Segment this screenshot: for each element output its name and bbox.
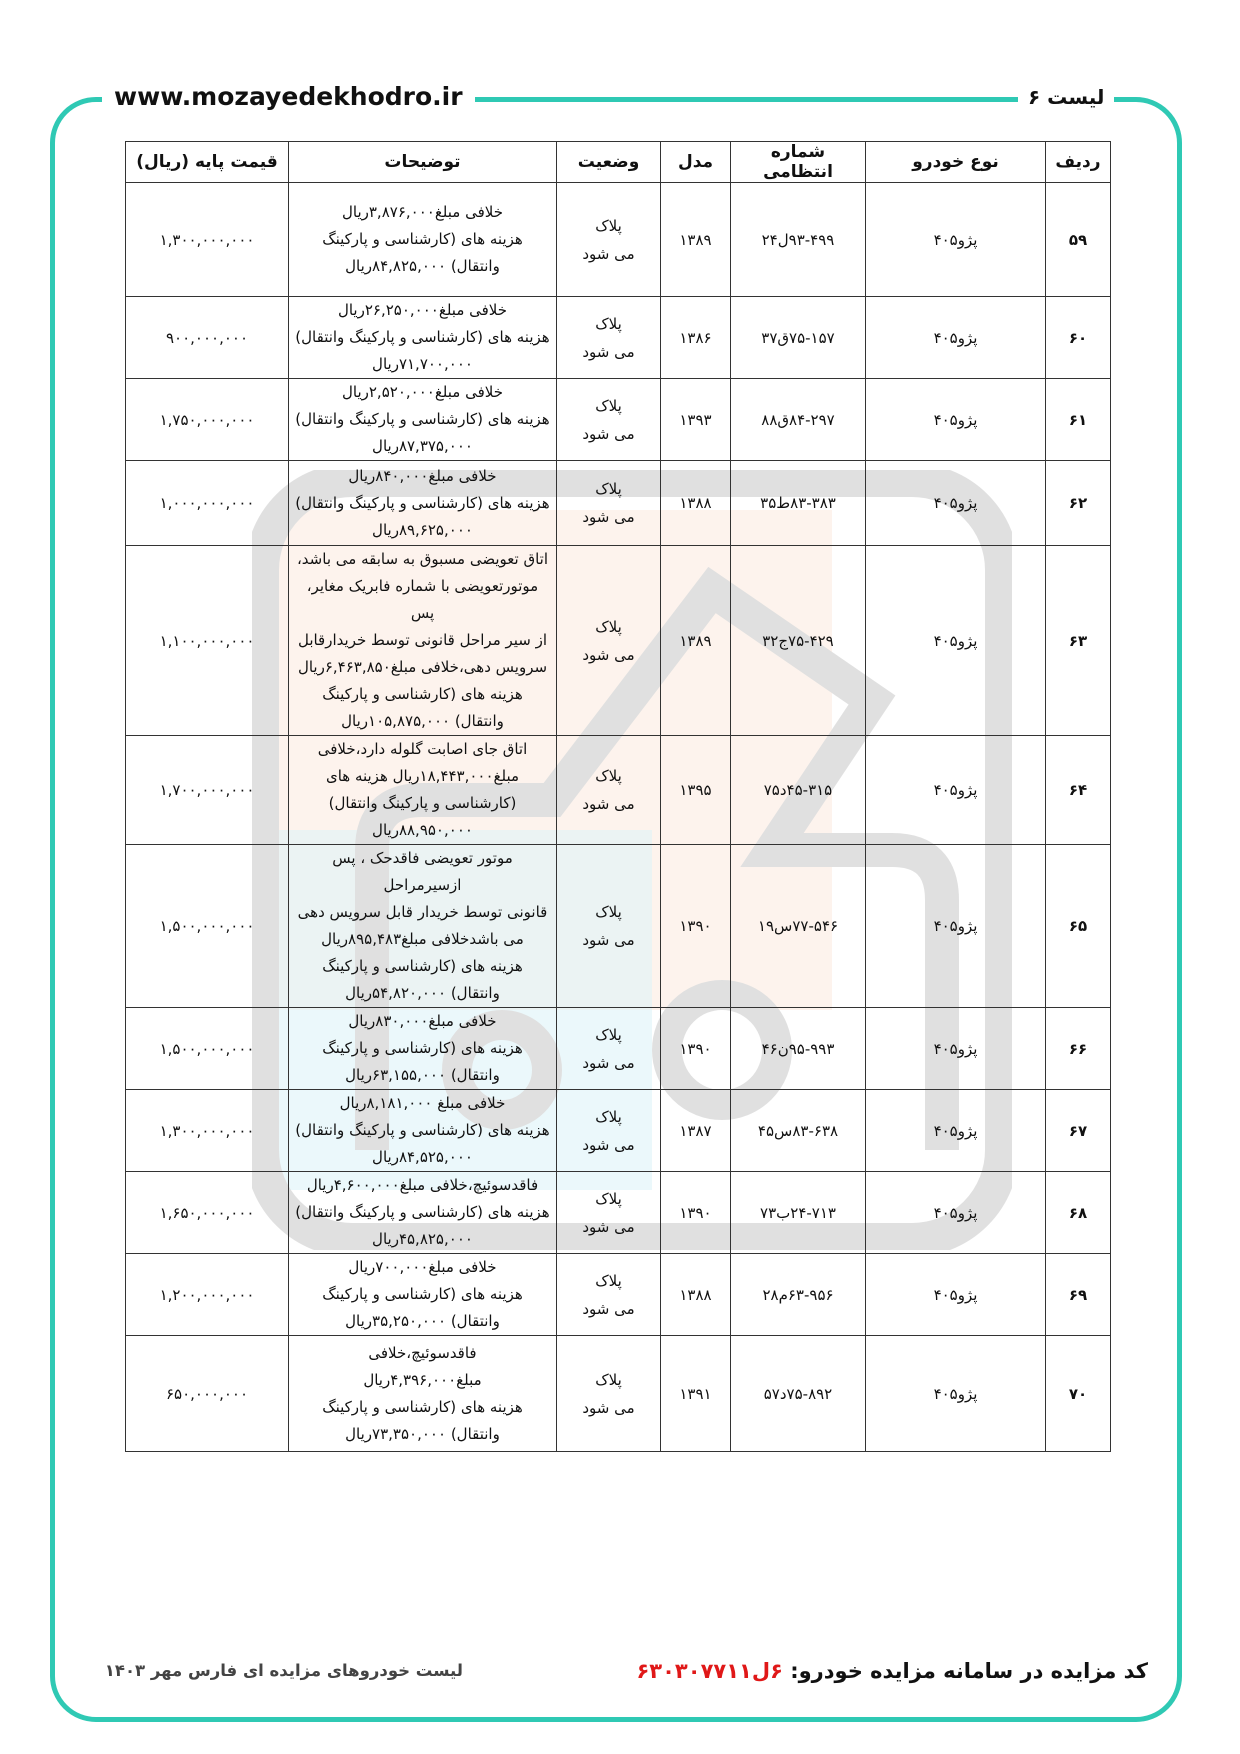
description-line: هزینه های (کارشناسی و پارکینگ (322, 230, 523, 248)
status-cell (557, 736, 661, 845)
description-cell (289, 546, 557, 736)
status-line: پلاک (595, 216, 622, 235)
base-price: ۹۰۰,۰۰۰,۰۰۰ (126, 297, 289, 379)
status-cell (557, 1254, 661, 1336)
description-cell (289, 297, 557, 379)
description-line: موتور تعویضی فاقدحک ، پس ازسیرمراحل (332, 849, 513, 894)
base-price: ۱,۶۵۰,۰۰۰,۰۰۰ (126, 1172, 289, 1254)
model-year: ۱۳۹۰ (661, 1008, 731, 1090)
base-price: ۱,۱۰۰,۰۰۰,۰۰۰ (126, 546, 289, 736)
status-cell (557, 1090, 661, 1172)
status-line: پلاک (595, 314, 622, 333)
description-cell (289, 1254, 557, 1336)
base-price: ۱,۵۰۰,۰۰۰,۰۰۰ (126, 1008, 289, 1090)
column-header: مدل (661, 142, 731, 183)
description-line: سرویس دهی،خلافی مبلغ۶,۴۶۳,۸۵۰ریال (297, 658, 548, 676)
description-line: خلافی مبلغ۲,۵۲۰,۰۰۰ریال (341, 383, 503, 401)
model-year: ۱۳۸۷ (661, 1090, 731, 1172)
description-line: هزینه های (کارشناسی و پارکینگ (322, 1285, 523, 1303)
model-year: ۱۳۸۶ (661, 297, 731, 379)
base-price: ۱,۲۰۰,۰۰۰,۰۰۰ (126, 1254, 289, 1336)
list-number: لیست ۶ (1018, 78, 1114, 116)
column-header: قیمت پایه (ریال) (126, 142, 289, 183)
plate-number: ۸۴-۲۹۷ق۸۸ (731, 379, 866, 461)
model-year: ۱۳۹۱ (661, 1336, 731, 1452)
status-cell (557, 183, 661, 297)
table-row (126, 1336, 1111, 1452)
description-line: هزینه های (کارشناسی و پارکینگ (322, 685, 523, 703)
description-line: هزینه های (کارشناسی و پارکینگ وانتقال) (295, 328, 550, 346)
description-line: خلافی مبلغ۸۳۰,۰۰۰ریال (348, 1012, 497, 1030)
car-type: پژو۴۰۵ (866, 379, 1046, 461)
plate-number: ۹۵-۹۹۳ن۴۶ (731, 1008, 866, 1090)
description-line: مبلغ۱۸,۴۴۳,۰۰۰ریال هزینه های (325, 767, 520, 785)
description-line: مبلغ۴,۳۹۶,۰۰۰ریال (363, 1370, 482, 1389)
description-line: خلافی مبلغ۳,۸۷۶,۰۰۰ریال (341, 203, 503, 221)
status-line: پلاک (595, 1025, 622, 1044)
table-row (126, 1254, 1111, 1336)
description-cell (289, 379, 557, 461)
status-line: می شود (582, 342, 635, 361)
column-header: شماره انتظامی (731, 142, 866, 183)
row-number: ۶۴ (1046, 736, 1111, 845)
status-line: پلاک (595, 1370, 622, 1389)
car-type: پژو۴۰۵ (866, 297, 1046, 379)
description-line: هزینه های (کارشناسی و پارکینگ وانتقال) (295, 410, 550, 428)
car-type: پژو۴۰۵ (866, 845, 1046, 1008)
plate-number: ۷۵-۴۲۹ج۳۲ (731, 546, 866, 736)
description-line: خلافی مبلغ۲۶,۲۵۰,۰۰۰ریال (337, 301, 508, 319)
model-year: ۱۳۸۸ (661, 461, 731, 546)
status-line: پلاک (595, 1271, 622, 1290)
row-number: ۷۰ (1046, 1336, 1111, 1452)
description-line: هزینه های (کارشناسی و پارکینگ (322, 1397, 523, 1416)
description-line: وانتقال) ۷۳,۳۵۰,۰۰۰ریال (345, 1424, 500, 1443)
list-title: لیست خودروهای مزایده ای فارس مهر ۱۴۰۳ (104, 1661, 463, 1680)
base-price: ۱,۷۰۰,۰۰۰,۰۰۰ (126, 736, 289, 845)
status-line: پلاک (595, 767, 622, 785)
model-year: ۱۳۸۸ (661, 1254, 731, 1336)
description-line: وانتقال) ۱۰۵,۸۷۵,۰۰۰ریال (341, 712, 504, 730)
table-row (126, 1008, 1111, 1090)
column-header: توضیحات (289, 142, 557, 183)
car-type: پژو۴۰۵ (866, 1254, 1046, 1336)
description-cell (289, 1008, 557, 1090)
description-line: قانونی توسط خریدار قابل سرویس دهی (297, 903, 548, 921)
status-line: پلاک (595, 617, 622, 636)
description-cell (289, 1172, 557, 1254)
description-cell (289, 736, 557, 845)
status-line: می شود (582, 424, 635, 443)
plate-number: ۹۳-۴۹۹ل۲۴ (731, 183, 866, 297)
plate-number: ۶۳-۹۵۶م۲۸ (731, 1254, 866, 1336)
auction-table (125, 141, 1111, 1452)
row-number: ۶۹ (1046, 1254, 1111, 1336)
description-line: فاقدسوئیچ،خلافی مبلغ۴,۶۰۰,۰۰۰ریال (306, 1176, 539, 1194)
description-line: اتاق جای اصابت گلوله دارد،خلافی (317, 740, 528, 758)
model-year: ۱۳۹۰ (661, 845, 731, 1008)
status-cell (557, 1336, 661, 1452)
plate-number: ۴۵-۳۱۵د۷۵ (731, 736, 866, 845)
plate-number: ۲۴-۷۱۳ب۷۳ (731, 1172, 866, 1254)
status-line: می شود (582, 1217, 635, 1236)
row-number: ۵۹ (1046, 183, 1111, 297)
base-price: ۱,۳۰۰,۰۰۰,۰۰۰ (126, 183, 289, 297)
table-row (126, 1172, 1111, 1254)
status-line: پلاک (595, 1107, 622, 1126)
description-cell (289, 1090, 557, 1172)
row-number: ۶۱ (1046, 379, 1111, 461)
description-line: ۸۸,۹۵۰,۰۰۰ریال (372, 821, 473, 839)
status-line: می شود (582, 244, 635, 263)
status-cell (557, 1008, 661, 1090)
car-type: پژو۴۰۵ (866, 736, 1046, 845)
description-cell (289, 183, 557, 297)
car-type: پژو۴۰۵ (866, 461, 1046, 546)
table-row (126, 546, 1111, 736)
description-line: ۸۹,۶۲۵,۰۰۰ریال (372, 520, 473, 539)
status-line: می شود (582, 931, 635, 949)
status-line: پلاک (595, 396, 622, 415)
description-line: ۴۵,۸۲۵,۰۰۰ریال (372, 1230, 473, 1248)
description-line: هزینه های (کارشناسی و پارکینگ وانتقال) (295, 1121, 550, 1139)
table-header-row (126, 142, 1111, 183)
description-line: (کارشناسی و پارکینگ وانتقال) (328, 794, 517, 812)
description-line: خلافی مبلغ۸۴۰,۰۰۰ریال (348, 466, 497, 485)
base-price: ۱,۷۵۰,۰۰۰,۰۰۰ (126, 379, 289, 461)
description-line: ۸۴,۵۲۵,۰۰۰ریال (372, 1148, 473, 1166)
auction-code-label: کد مزایده در سامانه مزایده خودرو: (790, 1659, 1148, 1683)
description-cell (289, 461, 557, 546)
plate-number: ۸۳-۶۳۸س۴۵ (731, 1090, 866, 1172)
description-line: هزینه های (کارشناسی و پارکینگ وانتقال) (295, 1203, 550, 1221)
status-cell (557, 546, 661, 736)
description-line: فاقدسوئیچ،خلافی (368, 1343, 477, 1362)
auction-code (636, 1659, 1148, 1683)
car-type: پژو۴۰۵ (866, 1090, 1046, 1172)
status-line: می شود (582, 1299, 635, 1318)
base-price: ۱,۰۰۰,۰۰۰,۰۰۰ (126, 461, 289, 546)
description-line: ۷۱,۷۰۰,۰۰۰ریال (372, 355, 473, 373)
status-line: می شود (582, 1135, 635, 1154)
model-year: ۱۳۸۹ (661, 546, 731, 736)
description-line: ۸۷,۳۷۵,۰۰۰ریال (372, 437, 473, 455)
status-line: پلاک (595, 903, 622, 921)
status-cell (557, 379, 661, 461)
model-year: ۱۳۸۹ (661, 183, 731, 297)
description-line: هزینه های (کارشناسی و پارکینگ (322, 957, 523, 975)
row-number: ۶۳ (1046, 546, 1111, 736)
status-line: می شود (582, 1053, 635, 1072)
description-line: اتاق تعویضی مسبوق به سابقه می باشد، (296, 550, 549, 568)
column-header: وضعیت (557, 142, 661, 183)
table-row (126, 461, 1111, 546)
base-price: ۶۵۰,۰۰۰,۰۰۰ (126, 1336, 289, 1452)
description-line: خلافی مبلغ ۸,۱۸۱,۰۰۰ریال (339, 1094, 506, 1112)
description-line: هزینه های (کارشناسی و پارکینگ وانتقال) (295, 493, 550, 512)
status-line: پلاک (595, 1189, 622, 1208)
auction-code-value: ۶ل۶۳۰۳۰۷۷۱۱ (636, 1659, 783, 1683)
status-line: می شود (582, 795, 635, 813)
column-header: نوع خودرو (866, 142, 1046, 183)
table-row (126, 845, 1111, 1008)
status-line: می شود (582, 645, 635, 664)
table-row (126, 183, 1111, 297)
status-line: پلاک (595, 480, 622, 498)
column-header: ردیف (1046, 142, 1111, 183)
base-price: ۱,۵۰۰,۰۰۰,۰۰۰ (126, 845, 289, 1008)
row-number: ۶۷ (1046, 1090, 1111, 1172)
model-year: ۱۳۹۵ (661, 736, 731, 845)
status-line: می شود (582, 508, 635, 526)
description-line: وانتقال) ۶۳,۱۵۵,۰۰۰ریال (345, 1066, 500, 1084)
plate-number: ۷۷-۵۴۶س۱۹ (731, 845, 866, 1008)
car-type: پژو۴۰۵ (866, 1008, 1046, 1090)
model-year: ۱۳۹۳ (661, 379, 731, 461)
table-row (126, 736, 1111, 845)
status-line: می شود (582, 1398, 635, 1417)
table-row (126, 297, 1111, 379)
row-number: ۶۶ (1046, 1008, 1111, 1090)
status-cell (557, 845, 661, 1008)
row-number: ۶۰ (1046, 297, 1111, 379)
status-cell (557, 1172, 661, 1254)
base-price: ۱,۳۰۰,۰۰۰,۰۰۰ (126, 1090, 289, 1172)
description-line: وانتقال) ۳۵,۲۵۰,۰۰۰ریال (345, 1312, 500, 1330)
model-year: ۱۳۹۰ (661, 1172, 731, 1254)
car-type: پژو۴۰۵ (866, 183, 1046, 297)
row-number: ۶۸ (1046, 1172, 1111, 1254)
plate-number: ۸۳-۳۸۳ط۳۵ (731, 461, 866, 546)
status-cell (557, 461, 661, 546)
table-row (126, 1090, 1111, 1172)
site-url[interactable]: www.mozayedekhodro.ir (102, 78, 475, 116)
car-type: پژو۴۰۵ (866, 1172, 1046, 1254)
description-line: وانتقال) ۸۴,۸۲۵,۰۰۰ریال (345, 257, 500, 275)
car-type: پژو۴۰۵ (866, 546, 1046, 736)
description-line: موتورتعویضی با شماره فابریک مغایر، پس (306, 577, 539, 622)
description-line: از سیر مراحل قانونی توسط خریدارقابل (297, 631, 548, 649)
description-line: هزینه های (کارشناسی و پارکینگ (322, 1039, 523, 1057)
description-cell (289, 1336, 557, 1452)
description-line: وانتقال) ۵۴,۸۲۰,۰۰۰ریال (345, 984, 500, 1002)
description-cell (289, 845, 557, 1008)
plate-number: ۷۵-۸۹۲د۵۷ (731, 1336, 866, 1452)
row-number: ۶۵ (1046, 845, 1111, 1008)
table-row (126, 379, 1111, 461)
car-type: پژو۴۰۵ (866, 1336, 1046, 1452)
row-number: ۶۲ (1046, 461, 1111, 546)
plate-number: ۷۵-۱۵۷ق۳۷ (731, 297, 866, 379)
description-line: خلافی مبلغ۷۰۰,۰۰۰ریال (348, 1258, 497, 1276)
description-line: می باشدخلافی مبلغ۸۹۵,۴۸۳ریال (321, 930, 524, 948)
status-cell (557, 297, 661, 379)
